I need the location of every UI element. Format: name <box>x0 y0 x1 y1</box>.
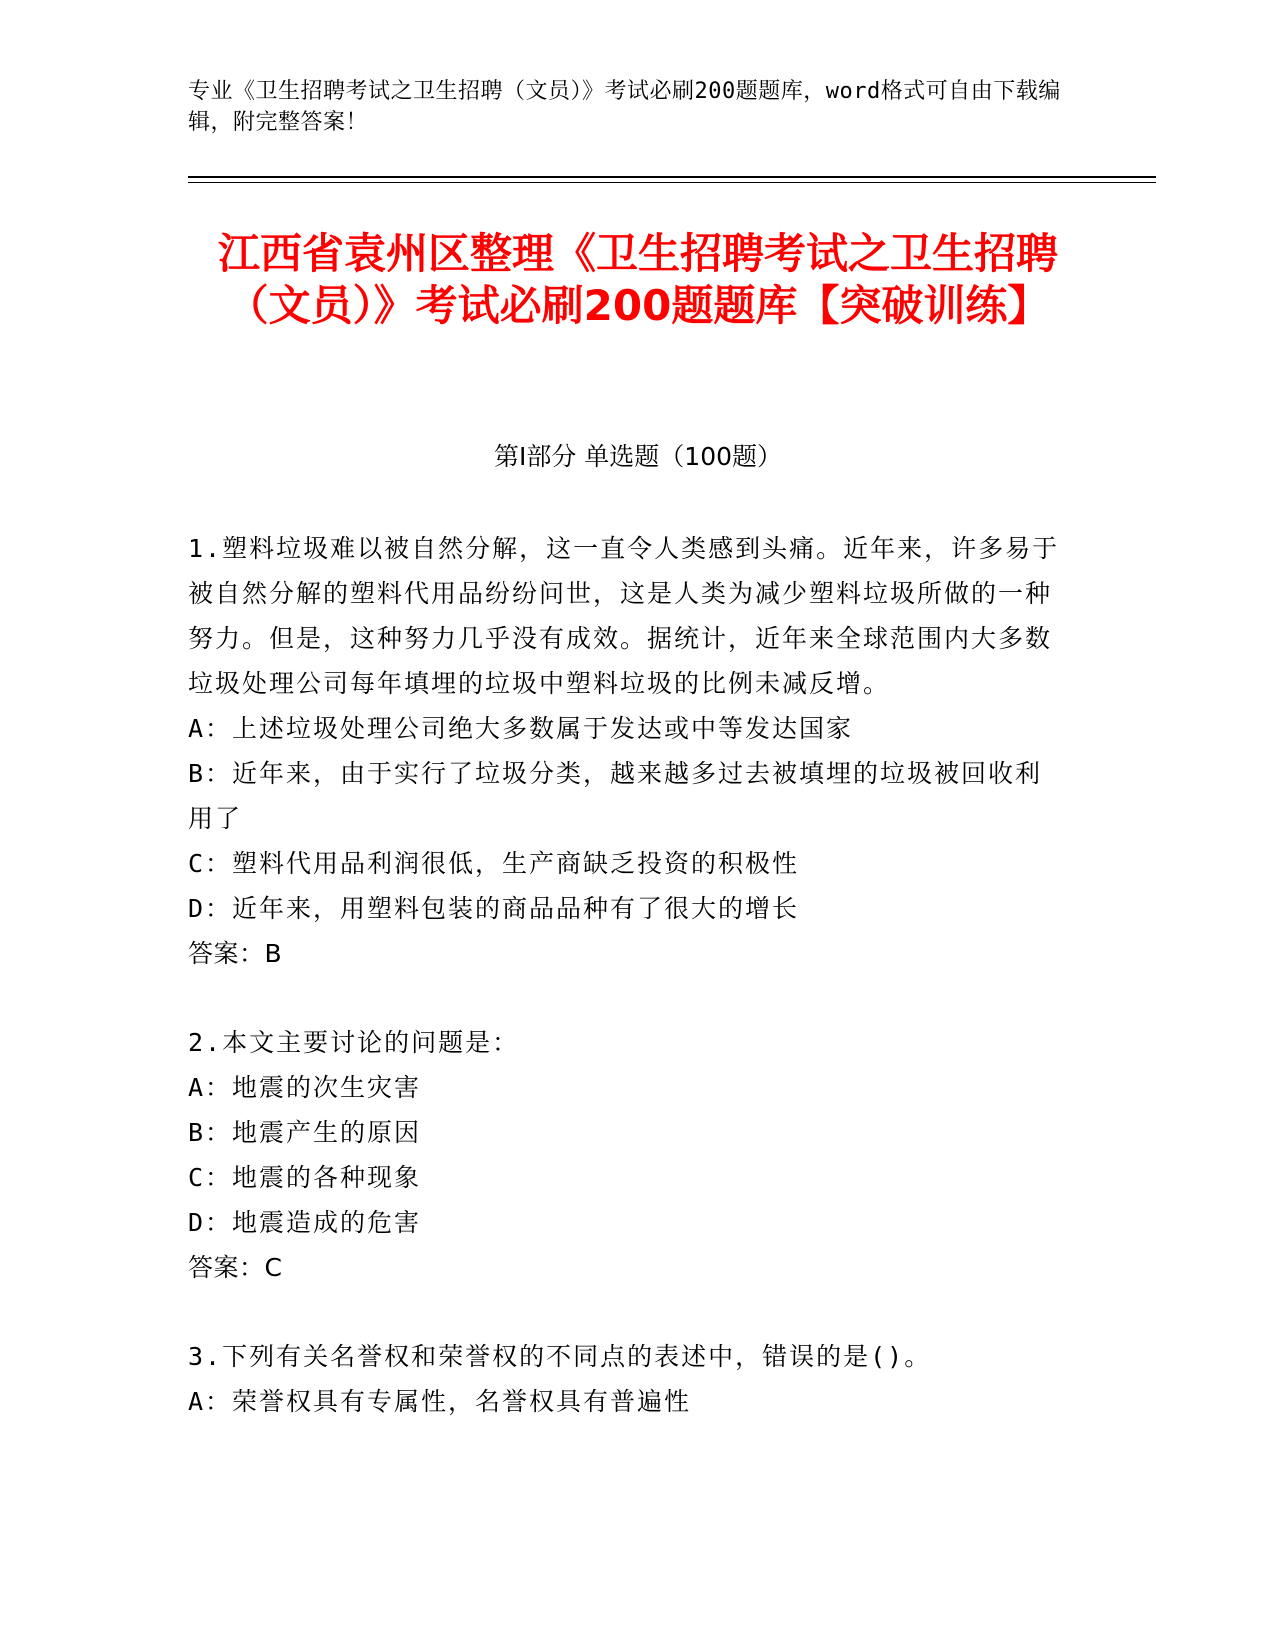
answer: 答案：C <box>188 1253 283 1282</box>
option-c: C：地震的各种现象 <box>188 1163 422 1192</box>
question-stem: 2.本文主要讨论的问题是： <box>188 1028 520 1057</box>
option-b: B：近年来，由于实行了垃圾分类，越来越多过去被填埋的垃圾被回收利用了 <box>188 759 1043 833</box>
section-title: 第Ⅰ部分 单选题（100题） <box>493 442 783 471</box>
header-divider-thin <box>188 182 1156 183</box>
option-a: A：荣誉权具有专属性，名誉权具有普遍性 <box>188 1387 692 1416</box>
question-2 <box>188 1020 1068 1290</box>
header-note: 专业《卫生招聘考试之卫生招聘（文员）》考试必刷200题题库，word格式可自由下载编辑，附完整答案！ <box>188 79 1061 135</box>
option-c: C：塑料代用品利润很低，生产商缺乏投资的积极性 <box>188 849 800 878</box>
option-a: A：地震的次生灾害 <box>188 1073 422 1102</box>
header-divider-thick <box>188 176 1156 178</box>
question-stem: 3.下列有关名誉权和荣誉权的不同点的表述中，错误的是()。 <box>188 1342 932 1371</box>
option-d: D：地震造成的危害 <box>188 1208 422 1237</box>
option-b: B：地震产生的原因 <box>188 1118 422 1147</box>
question-stem: 1.塑料垃圾难以被自然分解，这一直令人类感到头痛。近年来，许多易于被自然分解的塑料代用品纷纷问世，这是人类为减少塑料垃圾所做的一种努力。但是，这种努力几乎没有成效。据统计，近年来全球范围内大多数垃圾处理公司每年填埋的垃圾中塑料垃圾的比例未减反增。 <box>188 534 1060 698</box>
question-list <box>188 526 1068 1468</box>
option-a: A：上述垃圾处理公司绝大多数属于发达或中等发达国家 <box>188 714 854 743</box>
document-title: 江西省袁州区整理《卫生招聘考试之卫生招聘（文员）》考试必刷200题题库【突破训练】 <box>217 229 1058 330</box>
answer: 答案：B <box>188 939 283 968</box>
option-d: D：近年来，用塑料包装的商品品种有了很大的增长 <box>188 894 800 923</box>
question-3 <box>188 1334 1068 1424</box>
question-1 <box>188 526 1068 976</box>
